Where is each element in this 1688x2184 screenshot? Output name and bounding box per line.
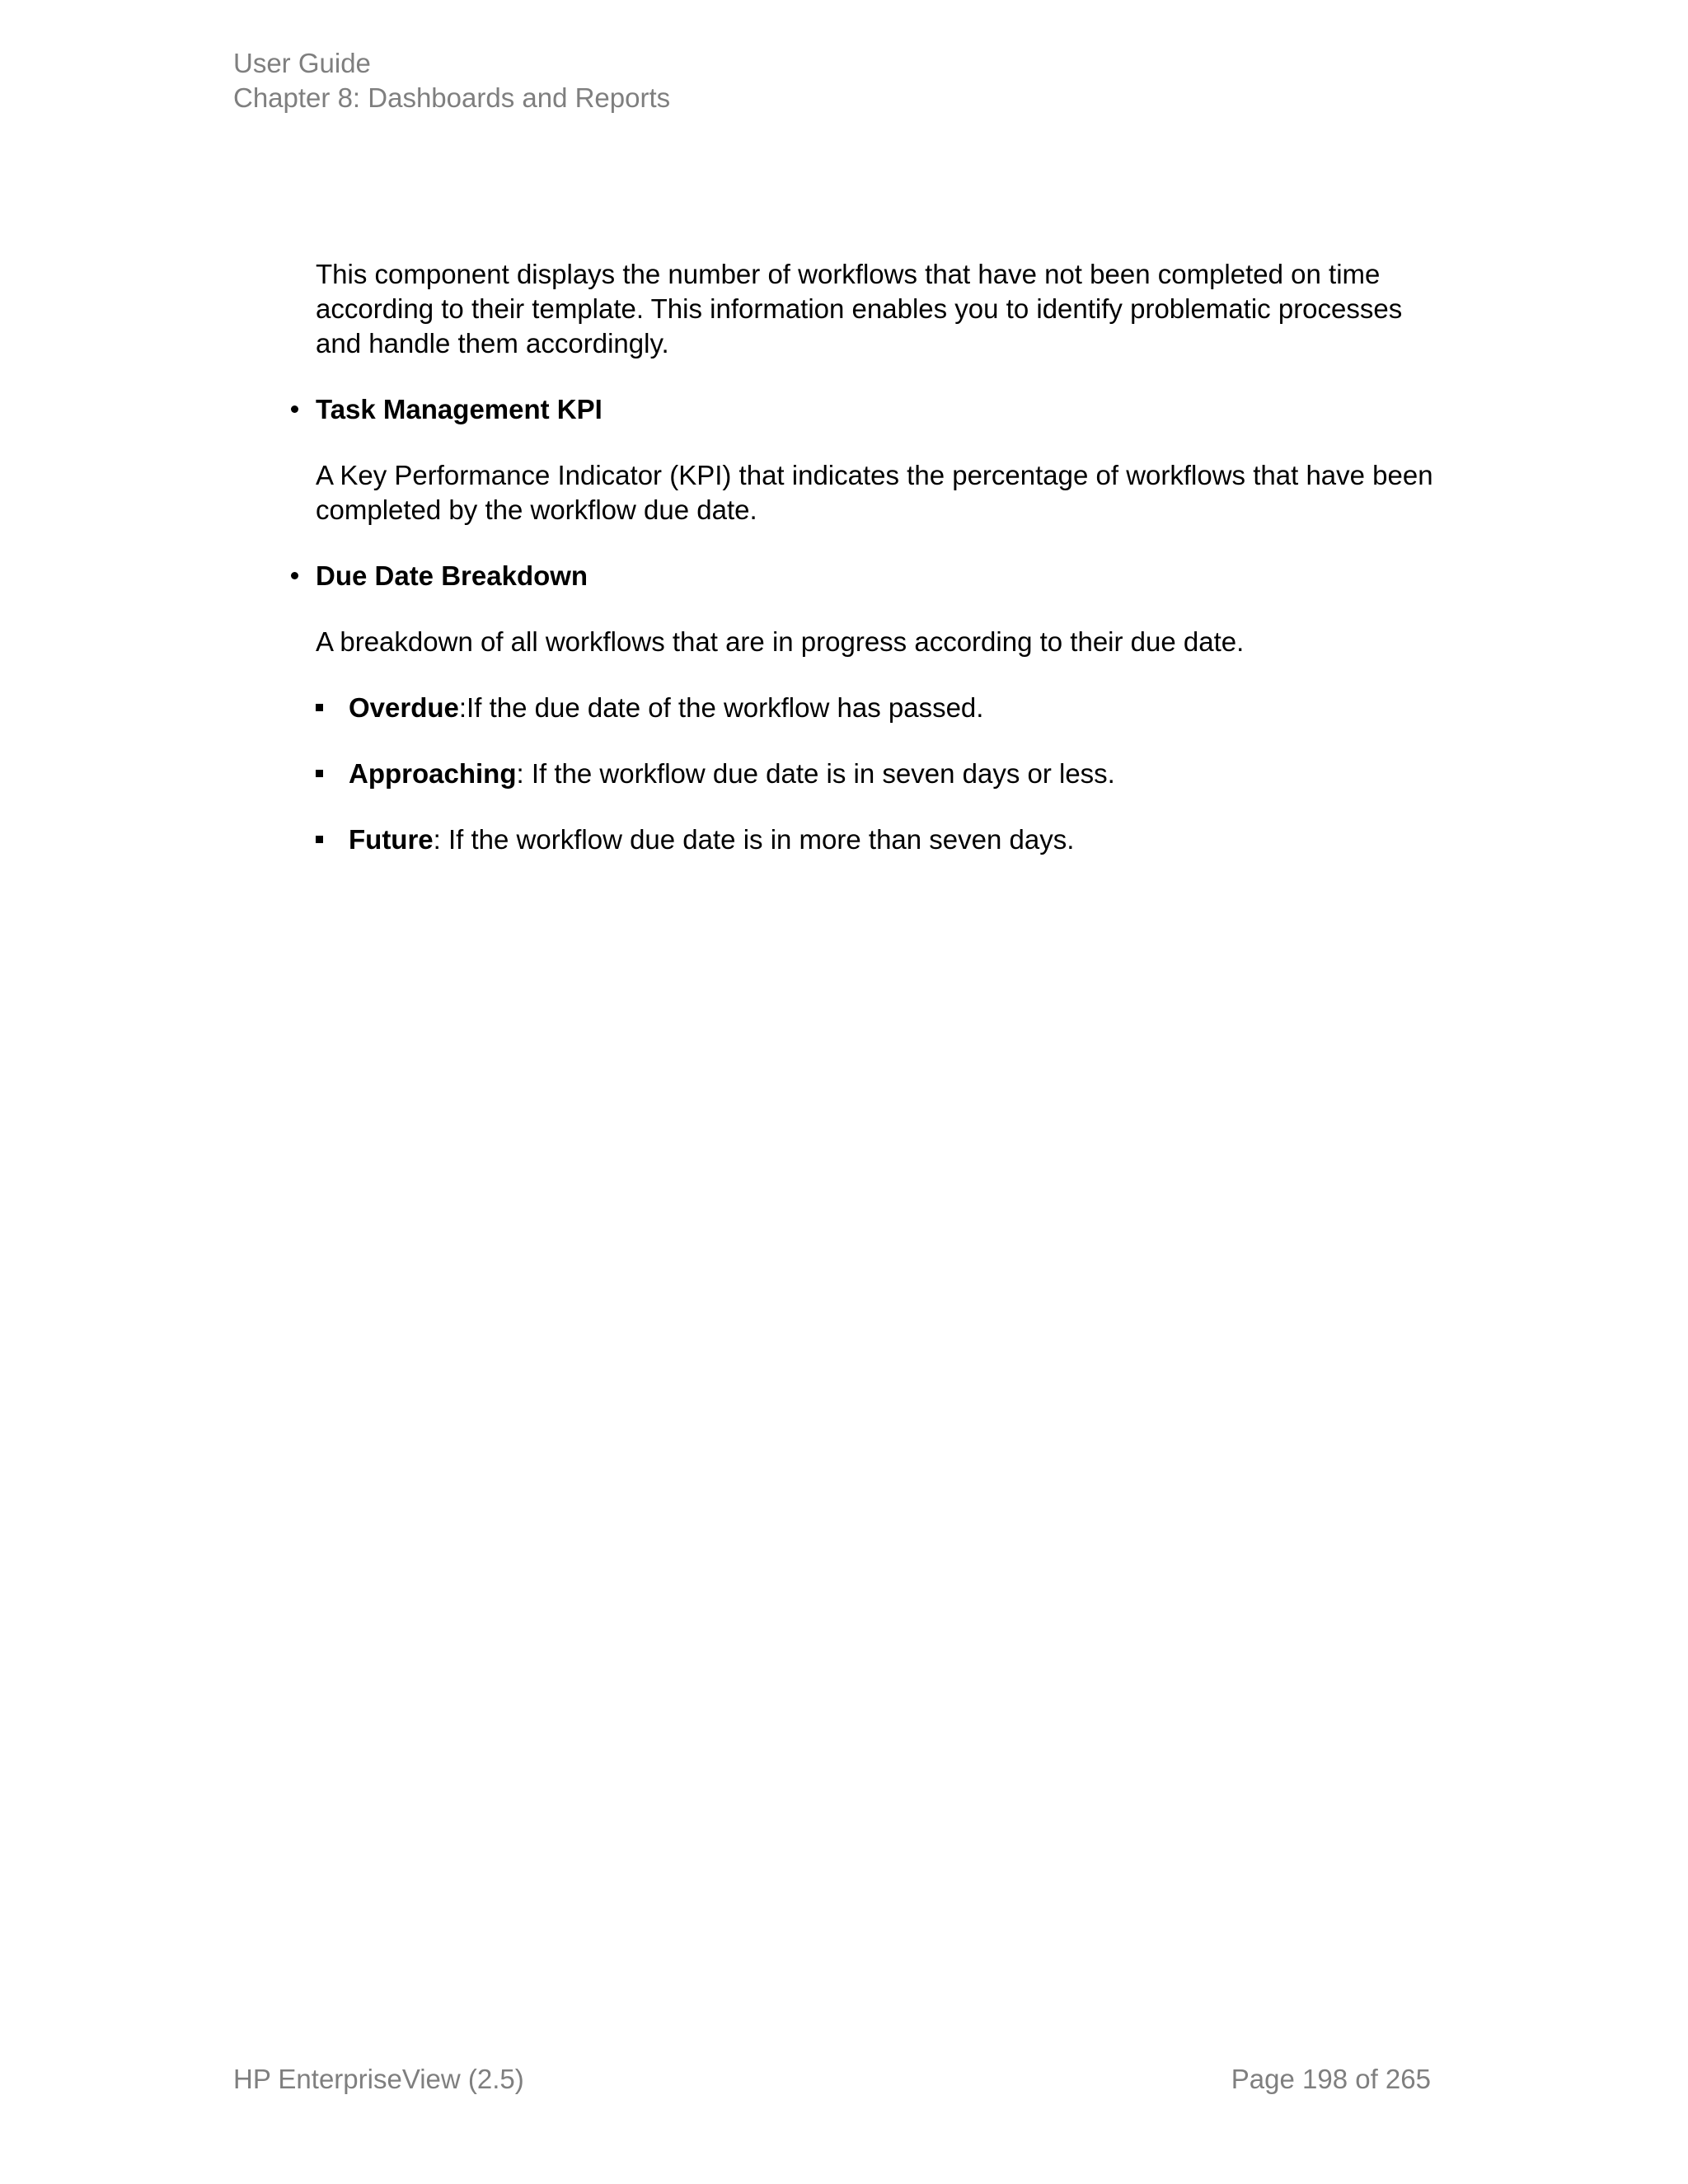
- list-item-heading: Task Management KPI: [316, 394, 603, 424]
- chapter-title: Chapter 8: Dashboards and Reports: [233, 82, 671, 113]
- square-bullet-icon: [316, 770, 323, 777]
- sublist-text: : If the workflow due date is in more than seven days.: [433, 824, 1075, 855]
- sublist-item-overdue: [316, 691, 1445, 725]
- intro-paragraph: This component displays the number of workflows that have not been completed on time according to their template. This information enables you to identify problematic processes and handle them accordingly.: [316, 259, 1403, 359]
- sublist-term: Approaching: [349, 758, 517, 789]
- list-item-heading: Due Date Breakdown: [316, 560, 588, 591]
- list-item-description: A breakdown of all workflows that are in progress according to their due date.: [316, 626, 1245, 657]
- sublist-term: Overdue: [349, 692, 459, 723]
- document-title: User Guide: [233, 48, 371, 78]
- list-item-task-management-kpi: [316, 392, 1445, 527]
- sublist-term: Future: [349, 824, 434, 855]
- bullet-icon: [284, 392, 304, 427]
- square-bullet-icon: [316, 836, 323, 843]
- square-bullet-icon: [316, 704, 323, 711]
- bullet-icon: [284, 559, 304, 593]
- sublist-item-future: [316, 823, 1445, 857]
- footer-page-number: Page 198 of 265: [1231, 2064, 1431, 2094]
- main-content: [316, 257, 1445, 888]
- sublist-item-approaching: [316, 757, 1445, 791]
- sublist-text: :If the due date of the workflow has passed.: [458, 692, 984, 723]
- list-item-description: A Key Performance Indicator (KPI) that indicates the percentage of workflows that have been completed by the workflow due date.: [316, 460, 1433, 525]
- footer-product: HP EnterpriseView (2.5): [233, 2064, 524, 2094]
- page-header: [233, 46, 670, 115]
- due-date-sublist: [316, 691, 1445, 857]
- list-item-due-date-breakdown: [316, 559, 1445, 857]
- sublist-text: : If the workflow due date is in seven days or less.: [516, 758, 1115, 789]
